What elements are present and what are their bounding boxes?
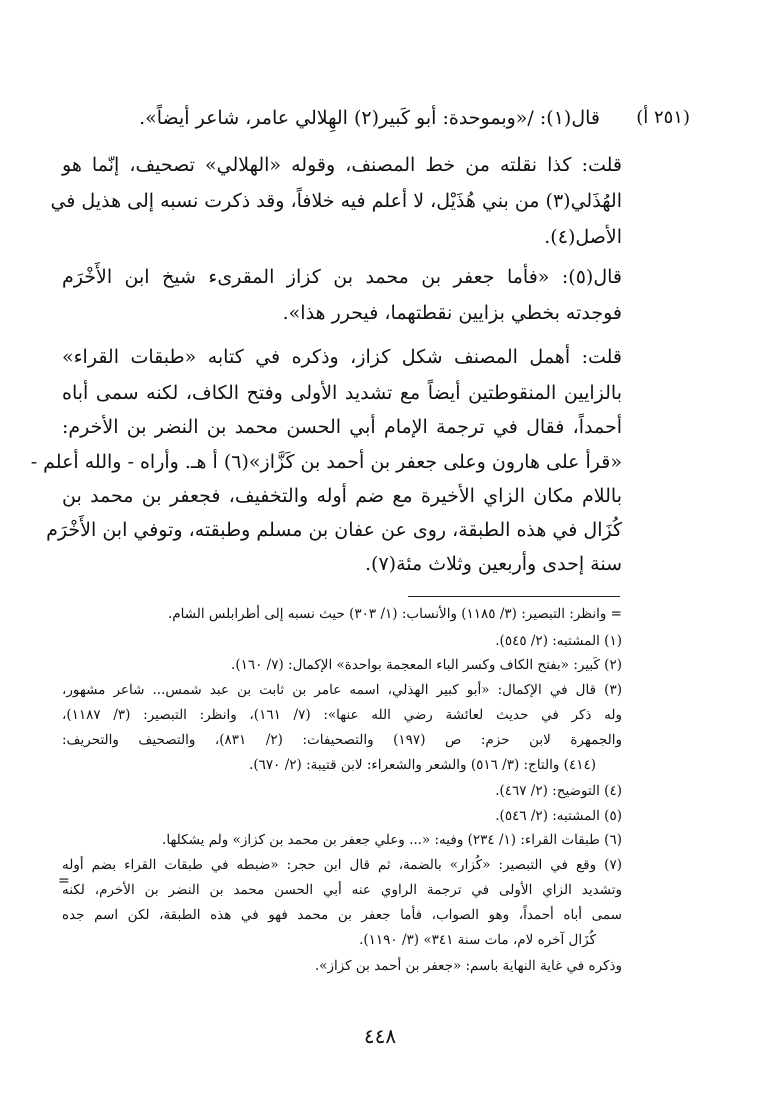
- footnote-line-2: (١) المشتبه: (٢/ ٥٤٥).: [495, 633, 622, 649]
- main-line-12: كُزَال في هذه الطبقة، روى عن عفان بن مسلم وطبقته، وتوفي ابن الأَخْرَم: [46, 519, 622, 541]
- footnote-line-3: (٢) كَبير: «بفتح الكاف وكسر الباء المعجمة بواحدة» الإكمال: (٧/ ١٦٠).: [231, 657, 622, 673]
- footnote-line-10: (٦) طبقات القراء: (١/ ٢٣٤) وفيه: «... وعلي جعفر بن محمد بن كزاز» ولم يشكلها.: [162, 832, 622, 848]
- footnote-line-12: وتشديد الزاي الأولى في ترجمة الراوي عنه أبي الحسن محمد بن النضر بن الأخرم، لكنه: [62, 882, 622, 898]
- main-line-6: فوجدته بخطي بزايين نقطتهما، فيحرر هذا».: [282, 302, 622, 324]
- footnote-line-13: سمى أباه أحمداً، وهو الصواب، فأما جعفر بن محمد فهو في هذه الطبقة، لكن اسم جده: [62, 907, 622, 923]
- main-line-3: الهُذَلي(٣) من بني هُذَيْل، لا أعلم فيه خلافاً، وقد ذكرت نسبه إلى هذيل في: [50, 190, 622, 212]
- footnote-line-7: (٤١٤) والتاج: (٣/ ٥١٦) والشعر والشعراء: لابن قتيبة: (٢/ ٦٧٠).: [249, 757, 596, 773]
- main-line-1: قال(١): /«وبموحدة: أبو كَبير(٢) الهِلالي عامر، شاعر أيضاً».: [139, 107, 600, 129]
- footnote-line-14: كُزَال آخره لام، مات سنة ٣٤١» (٣/ ١١٩٠).: [359, 932, 596, 948]
- footnote-line-11: (٧) وقع في التبصير: «كُزار» بالضمة، ثم قال ابن حجر: «ضبطه في طبقات القراء بضم أوله: [62, 857, 622, 873]
- main-line-4: الأصل(٤).: [544, 226, 622, 248]
- footnote-line-5: وله ذكر في حديث لعائشة رضي الله عنها»: (٧/ ١٦١)، وانظر: التبصير: (٣/ ١١٨٧)،: [62, 707, 623, 723]
- footnote-separator: [408, 596, 620, 597]
- main-line-10: «قرأ على هارون وعلى جعفر بن أحمد بن كَزَّاز»(٦) أ هـ. وأراه - والله أعلم -: [30, 451, 622, 473]
- folio-marker: (٢٥١ أ): [636, 107, 690, 128]
- main-line-9: أحمداً، فقال في ترجمة الإمام أبي الحسن محمد بن النضر بن الأخرم:: [62, 416, 622, 438]
- footnote-line-8: (٤) التوضيح: (٢/ ٤٦٧).: [495, 783, 622, 799]
- page-number: ٤٤٨: [363, 1024, 397, 1048]
- main-line-2: قلت: كذا نقلته من خط المصنف، وقوله «الهلالي» تصحيف، إنّما هو: [62, 154, 622, 176]
- main-line-5: قال(٥): «فأما جعفر بن محمد بن كزاز المقرىء شيخ ابن الأَخْرَم: [62, 266, 622, 288]
- main-line-8: بالزايين المنقوطتين أيضاً مع تشديد الأولى وفتح الكاف، لكنه سمى أباه: [62, 382, 622, 404]
- footnote-continuation-mark: =: [58, 873, 70, 889]
- footnote-line-1: = وانظر: التبصير: (٣/ ١١٨٥) والأنساب: (١/ ٣٠٣) حيث نسبه إلى أطرابلس الشام.: [167, 606, 622, 622]
- footnote-line-15: وذكره في غاية النهاية باسم: «جعفر بن أحمد بن كزاز».: [314, 958, 622, 974]
- main-line-7: قلت: أهمل المصنف شكل كزاز، وذكره في كتابه «طبقات القراء»: [62, 346, 622, 368]
- footnote-line-9: (٥) المشتبه: (٢/ ٥٤٦).: [495, 808, 622, 824]
- main-line-11: باللام مكان الزاي الأخيرة مع ضم أوله والتخفيف، فجعفر بن محمد بن: [62, 485, 622, 507]
- footnote-line-4: (٣) قال في الإكمال: «أبو كبير الهذلي، اسمه عامر بن ثابت بن عبد شمس... شاعر مشهور،: [62, 682, 622, 698]
- main-line-13: سنة إحدى وأربعين وثلاث مئة(٧).: [364, 553, 622, 575]
- footnote-line-6: والجمهرة لابن حزم: ص (١٩٧) والتصحيفات: (٢/ ٨٣١)، والتصحيف والتحريف:: [62, 732, 622, 748]
